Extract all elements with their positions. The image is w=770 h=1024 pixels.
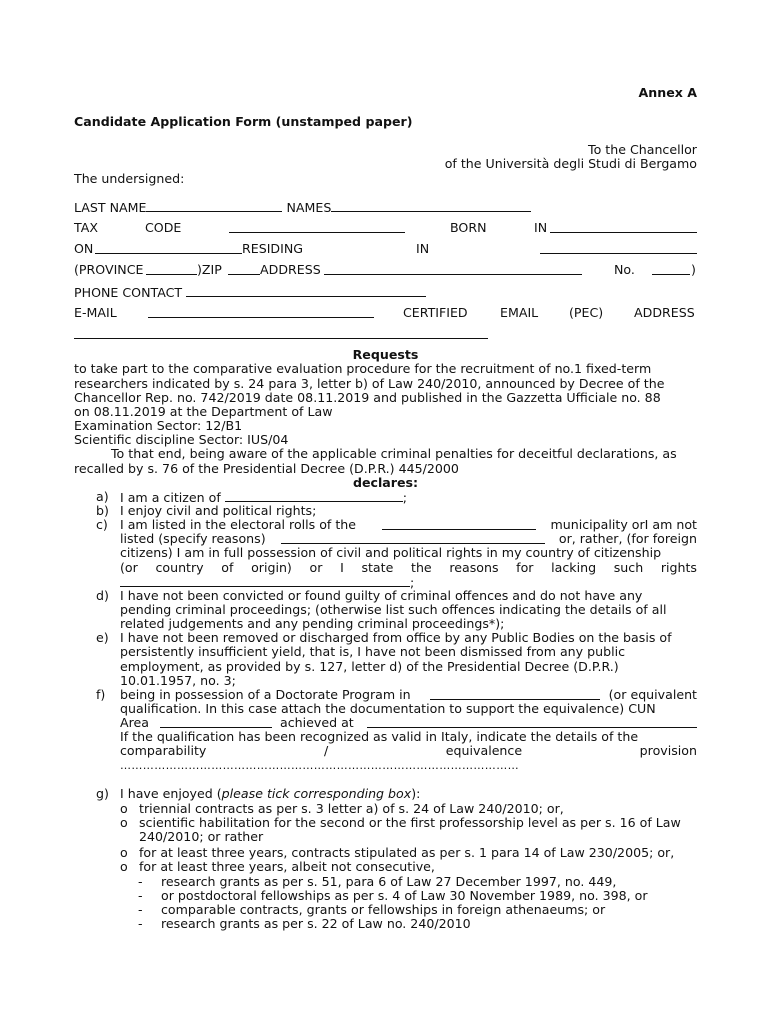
item-e-marker: e) bbox=[96, 630, 109, 645]
checkbox-bullet-icon[interactable]: o bbox=[120, 859, 128, 874]
item-d-marker: d) bbox=[96, 588, 109, 603]
citizenship-field[interactable] bbox=[225, 490, 403, 502]
word: (or bbox=[120, 560, 138, 575]
zip-field[interactable] bbox=[228, 263, 260, 275]
item-a-end: ; bbox=[402, 490, 408, 505]
word: rights bbox=[660, 560, 697, 575]
email-row bbox=[74, 306, 697, 320]
residing-label: RESIDING bbox=[242, 241, 304, 256]
item-f-text-1a: being in possession of a Doctorate Program in bbox=[120, 687, 411, 702]
item-f-text-area: Area bbox=[120, 715, 149, 730]
checkbox-bullet-icon[interactable]: o bbox=[120, 845, 128, 860]
item-f-line-4: If the qualification has been recognized as valid in Italy, indicate the details of the bbox=[120, 729, 639, 744]
name-row bbox=[74, 200, 531, 215]
phone-row bbox=[74, 285, 426, 300]
residence-field[interactable] bbox=[540, 242, 697, 254]
requests-line-7: To that end, being aware of the applicable criminal penalties for deceitful declarations, as bbox=[111, 446, 677, 461]
item-d-line-3: related judgements and any pending criminal proceedings*); bbox=[120, 616, 505, 631]
doctorate-program-field[interactable] bbox=[430, 688, 600, 700]
word: the bbox=[411, 560, 432, 575]
requests-line-3: Chancellor Rep. no. 742/2019 date 08.11.2019 and published in the Gazzetta Ufficiale no. 88 bbox=[74, 390, 661, 405]
phone-field[interactable] bbox=[186, 285, 426, 297]
item-f-text-1b: (or equivalent bbox=[608, 687, 697, 702]
phone-label: PHONE CONTACT bbox=[74, 285, 183, 300]
item-c-line-2 bbox=[120, 532, 697, 546]
examination-sector: Examination Sector: 12/B1 bbox=[74, 418, 243, 433]
close-paren: ) bbox=[691, 262, 696, 277]
address-label: ADDRESS bbox=[260, 262, 321, 277]
pec-address-field[interactable] bbox=[74, 327, 488, 339]
item-e-line-1: I have not been removed or discharged from office by any Public Bodies on the basis of bbox=[120, 630, 672, 645]
address-field[interactable] bbox=[324, 263, 582, 275]
item-c-marker: c) bbox=[96, 517, 108, 532]
birth-date-field[interactable] bbox=[95, 242, 242, 254]
item-f-line-5 bbox=[120, 744, 697, 758]
item-d-line-2: pending criminal proceedings; (otherwise list such offences indicating the details of all bbox=[120, 602, 667, 617]
item-f-text-achieved: achieved at bbox=[280, 715, 354, 730]
option-g2-line-1: scientific habilitation for the second or the first professorship level as per s. 16 of Law bbox=[139, 815, 681, 830]
pec-address-label: ADDRESS bbox=[634, 305, 695, 320]
item-e-line-2: persistently insufficient yield, that is, I have not been dismissed from any public bbox=[120, 644, 626, 659]
item-d-line-1: I have not been convicted or found guilty of criminal offences and do not have any bbox=[120, 588, 643, 603]
dash-icon: - bbox=[138, 888, 143, 903]
item-g-text-a: I have enjoyed ( bbox=[120, 786, 222, 801]
requests-line-2: researchers indicated by s. 24 para 3, letter b) of Law 240/2010, announced by Decree of the bbox=[74, 376, 665, 391]
item-e-line-3: employment, as provided by s. 127, letter d) of the Presidential Decree (D.P.R.) bbox=[120, 659, 619, 674]
item-g-marker: g) bbox=[96, 786, 109, 801]
names-field[interactable] bbox=[331, 200, 531, 212]
item-c-text-2a: listed (specify reasons) bbox=[120, 531, 266, 546]
item-a-marker: a) bbox=[96, 489, 109, 504]
last-name-field[interactable] bbox=[146, 200, 282, 212]
item-e-line-4: 10.01.1957, no. 3; bbox=[120, 673, 236, 688]
pec-email-label: EMAIL bbox=[500, 305, 539, 320]
item-c-text-1b: municipality orI am not bbox=[550, 517, 697, 532]
email-field[interactable] bbox=[148, 306, 374, 318]
pec-address-row bbox=[74, 327, 488, 341]
born-label: BORN bbox=[450, 220, 487, 235]
word: of bbox=[221, 560, 234, 575]
sub-option-3: comparable contracts, grants or fellowships in foreign athenaeums; or bbox=[161, 902, 606, 917]
checkbox-bullet-icon[interactable]: o bbox=[120, 801, 128, 816]
item-c-line-1 bbox=[120, 518, 697, 532]
house-number-label: No. bbox=[614, 262, 635, 277]
word: such bbox=[613, 560, 644, 575]
province-label: (PROVINCE bbox=[74, 262, 144, 277]
zip-label: )ZIP bbox=[197, 262, 222, 277]
word: I bbox=[340, 560, 344, 575]
item-a-text: I am a citizen of bbox=[120, 490, 221, 505]
requests-line-8: recalled by s. 76 of the Presidential Decree (D.P.R.) 445/2000 bbox=[74, 461, 459, 476]
item-f-line-3 bbox=[120, 716, 697, 730]
item-c-end: ; bbox=[410, 575, 415, 590]
form-title: Candidate Application Form (unstamped paper) bbox=[74, 114, 413, 129]
residence-row bbox=[74, 242, 697, 256]
word: country bbox=[155, 560, 204, 575]
province-field[interactable] bbox=[146, 263, 197, 275]
word: state bbox=[361, 560, 394, 575]
sub-option-4: research grants as per s. 22 of Law no. 240/2010 bbox=[161, 916, 471, 931]
pec-label: (PEC) bbox=[569, 305, 604, 320]
declares-heading: declares: bbox=[352, 475, 419, 490]
word: equivalence bbox=[445, 743, 523, 758]
word: lacking bbox=[551, 560, 597, 575]
cun-area-field[interactable] bbox=[160, 716, 272, 728]
option-g4: for at least three years, albeit not consecutive, bbox=[139, 859, 435, 874]
option-g3: for at least three years, contracts stipulated as per s. 1 para 14 of Law 230/2005; or, bbox=[139, 845, 675, 860]
sub-option-1: research grants as per s. 51, para 6 of Law 27 December 1997, no. 449, bbox=[161, 874, 617, 889]
code-label: CODE bbox=[145, 220, 182, 235]
tax-code-field[interactable] bbox=[229, 221, 405, 233]
option-g2-line-2: 240/2010; or rather bbox=[139, 829, 264, 844]
word: origin) bbox=[251, 560, 292, 575]
equivalence-provision-field[interactable]: …………………………………………………………………………………………… bbox=[120, 759, 519, 772]
requests-line-1: to take part to the comparative evaluation procedure for the recruitment of no.1 fixed-term bbox=[74, 361, 652, 376]
item-g-text-italic: please tick corresponding box bbox=[221, 786, 412, 801]
lacking-rights-reasons-field[interactable] bbox=[120, 575, 410, 587]
last-name-label: LAST NAME bbox=[74, 200, 147, 215]
undersigned-label: The undersigned: bbox=[74, 171, 185, 186]
word: reasons bbox=[449, 560, 499, 575]
not-listed-reasons-field[interactable] bbox=[281, 532, 545, 544]
word: for bbox=[516, 560, 534, 575]
item-g-text bbox=[120, 787, 420, 801]
requests-line-4: on 08.11.2019 at the Department of Law bbox=[74, 404, 333, 419]
word: provision bbox=[639, 743, 697, 758]
birthplace-field[interactable] bbox=[550, 221, 697, 233]
item-c-line-3: citizens) I am in full possession of civil and political rights in my country of citizenship bbox=[120, 545, 662, 560]
item-f-line-2: qualification. In this case attach the documentation to support the equivalence) CUN bbox=[120, 701, 656, 716]
tax-row bbox=[74, 221, 697, 235]
on-label: ON bbox=[74, 241, 94, 256]
addressee-line-2: of the Università degli Studi di Bergamo bbox=[444, 156, 697, 171]
electoral-municipality-field[interactable] bbox=[382, 518, 536, 530]
dash-icon: - bbox=[138, 874, 143, 889]
dash-icon: - bbox=[138, 916, 143, 931]
item-g-text-b: ): bbox=[411, 786, 421, 801]
item-f-marker: f) bbox=[96, 687, 106, 702]
house-number-field[interactable] bbox=[652, 263, 690, 275]
tax-label: TAX bbox=[74, 220, 98, 235]
addressee-line-1: To the Chancellor bbox=[588, 142, 697, 157]
certified-label: CERTIFIED bbox=[403, 305, 468, 320]
names-label: NAMES bbox=[286, 200, 332, 215]
item-c-line-4 bbox=[120, 561, 697, 575]
residing-in-label: IN bbox=[416, 241, 430, 256]
sub-option-2: or postdoctoral fellowships as per s. 4 of Law 30 November 1989, no. 398, or bbox=[161, 888, 648, 903]
requests-heading: Requests bbox=[352, 347, 419, 362]
address-row bbox=[74, 263, 697, 277]
achieved-at-field[interactable] bbox=[367, 716, 697, 728]
word: comparability bbox=[120, 743, 207, 758]
item-c-text-2b: or, rather, (for foreign bbox=[558, 531, 697, 546]
discipline-sector: Scientific discipline Sector: IUS/04 bbox=[74, 432, 289, 447]
checkbox-bullet-icon[interactable]: o bbox=[120, 815, 128, 830]
item-f-line-1 bbox=[120, 688, 697, 702]
item-c-text-1a: I am listed in the electoral rolls of the bbox=[120, 517, 357, 532]
item-b-text: I enjoy civil and political rights; bbox=[120, 503, 317, 518]
dash-icon: - bbox=[138, 902, 143, 917]
option-g1: triennial contracts as per s. 3 letter a) of s. 24 of Law 240/2010; or, bbox=[139, 801, 564, 816]
word: or bbox=[309, 560, 323, 575]
annex-label: Annex A bbox=[638, 85, 697, 100]
item-b-marker: b) bbox=[96, 503, 109, 518]
email-label: E-MAIL bbox=[74, 305, 117, 320]
word: / bbox=[323, 743, 329, 758]
born-in-label: IN bbox=[534, 220, 548, 235]
